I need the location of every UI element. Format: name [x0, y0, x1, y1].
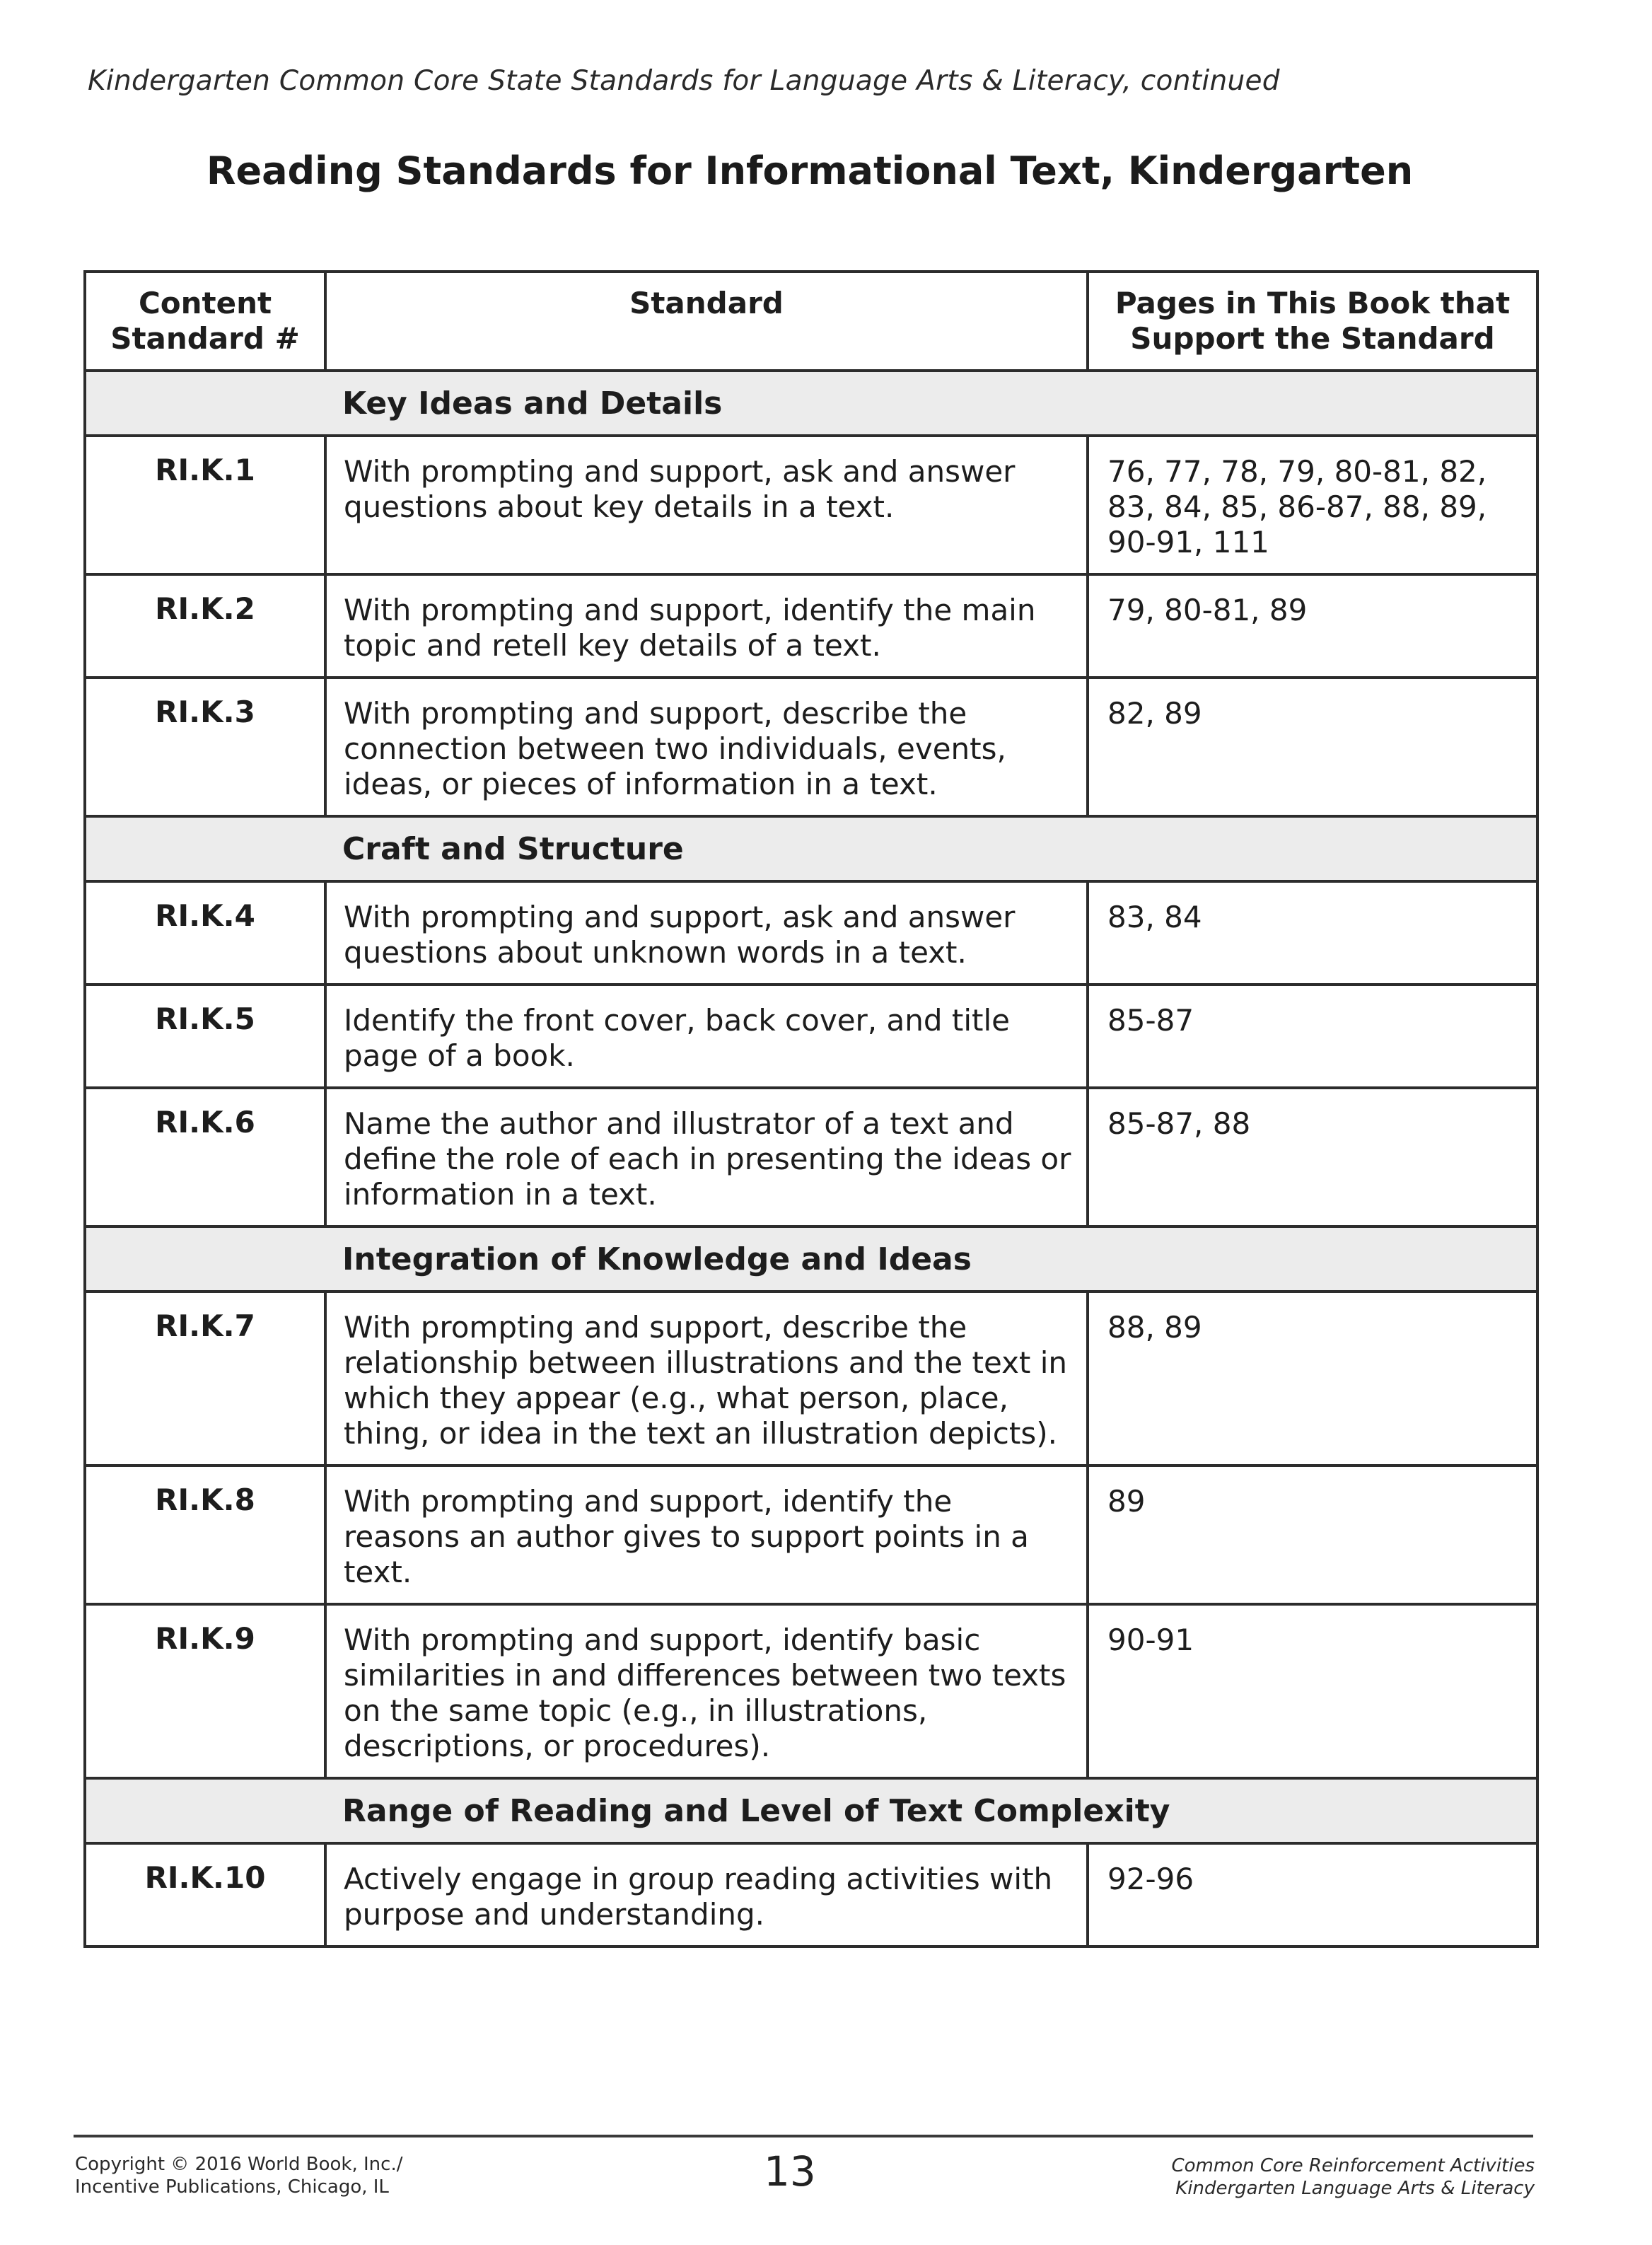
section-header-row	[85, 1778, 1537, 1843]
standard-code: RI.K.8	[85, 1466, 325, 1604]
standard-text: With prompting and support, ask and answer questions about unknown words in a text.	[325, 881, 1088, 985]
footer-divider	[74, 2135, 1533, 2137]
standard-pages: 79, 80-81, 89	[1088, 574, 1537, 678]
standard-code: RI.K.3	[85, 678, 325, 816]
section-header-row	[85, 1226, 1537, 1292]
page-number: 13	[764, 2147, 816, 2195]
standard-text: With prompting and support, ask and answer questions about key details in a text.	[325, 436, 1088, 574]
standard-code: RI.K.4	[85, 881, 325, 985]
section-title: Range of Reading and Level of Text Complexity	[342, 1793, 1170, 1829]
table-row	[85, 1466, 1537, 1604]
section-header-row	[85, 371, 1537, 436]
standard-pages: 88, 89	[1088, 1292, 1537, 1466]
standard-code: RI.K.9	[85, 1604, 325, 1778]
standard-pages: 83, 84	[1088, 881, 1537, 985]
standard-text: Actively engage in group reading activities with purpose and understanding.	[325, 1843, 1088, 1947]
series-title: Common Core Reinforcement Activities Kindergarten Language Arts & Literacy	[1171, 2155, 1535, 2199]
table-row	[85, 1843, 1537, 1947]
standard-pages: 89	[1088, 1466, 1537, 1604]
standard-code: RI.K.2	[85, 574, 325, 678]
standard-text: With prompting and support, describe the relationship between illustrations and the text in which they appear (e.g., what person, place, thing, or idea in the text an illustration depicts).	[325, 1292, 1088, 1466]
copyright-notice: Copyright © 2016 World Book, Inc./ Incentive Publications, Chicago, IL	[75, 2154, 403, 2198]
table-row	[85, 1604, 1537, 1778]
table-row	[85, 1292, 1537, 1466]
header-standard: Standard	[325, 272, 1088, 371]
table-row	[85, 678, 1537, 816]
standard-pages: 92-96	[1088, 1843, 1537, 1947]
standard-pages: 85-87	[1088, 985, 1537, 1088]
standard-text: Identify the front cover, back cover, and title page of a book.	[325, 985, 1088, 1088]
section-header-row	[85, 816, 1537, 881]
standard-pages: 76, 77, 78, 79, 80-81, 82, 83, 84, 85, 86-87, 88, 89, 90-91, 111	[1088, 436, 1537, 574]
header-content-standard: Content Standard #	[85, 272, 325, 371]
page-title: Reading Standards for Informational Text, Kindergarten	[206, 149, 1414, 193]
section-title: Key Ideas and Details	[342, 385, 723, 422]
standard-code: RI.K.5	[85, 985, 325, 1088]
table-row	[85, 436, 1537, 574]
section-title: Integration of Knowledge and Ideas	[342, 1241, 972, 1277]
table-row	[85, 574, 1537, 678]
table-header-row	[85, 272, 1537, 371]
standard-pages: 82, 89	[1088, 678, 1537, 816]
standard-text: With prompting and support, identify the main topic and retell key details of a text.	[325, 574, 1088, 678]
header-pages: Pages in This Book that Support the Standard	[1088, 272, 1537, 371]
standard-text: Name the author and illustrator of a text and define the role of each in presenting the ideas or information in a text.	[325, 1088, 1088, 1226]
table-row	[85, 1088, 1537, 1226]
standards-table	[83, 270, 1539, 1948]
standard-pages: 90-91	[1088, 1604, 1537, 1778]
standard-code: RI.K.6	[85, 1088, 325, 1226]
standard-text: With prompting and support, describe the connection between two individuals, events, ideas, or pieces of information in a text.	[325, 678, 1088, 816]
standard-text: With prompting and support, identify the reasons an author gives to support points in a text.	[325, 1466, 1088, 1604]
standard-code: RI.K.1	[85, 436, 325, 574]
standard-code: RI.K.10	[85, 1843, 325, 1947]
standard-pages: 85-87, 88	[1088, 1088, 1537, 1226]
standard-code: RI.K.7	[85, 1292, 325, 1466]
running-head: Kindergarten Common Core State Standards for Language Arts & Literacy, continued	[88, 65, 1280, 97]
table-row	[85, 881, 1537, 985]
standard-text: With prompting and support, identify basic similarities in and differences between two texts on the same topic (e.g., in illustrations, descriptions, or procedures).	[325, 1604, 1088, 1778]
section-title: Craft and Structure	[342, 831, 684, 867]
table-row	[85, 985, 1537, 1088]
